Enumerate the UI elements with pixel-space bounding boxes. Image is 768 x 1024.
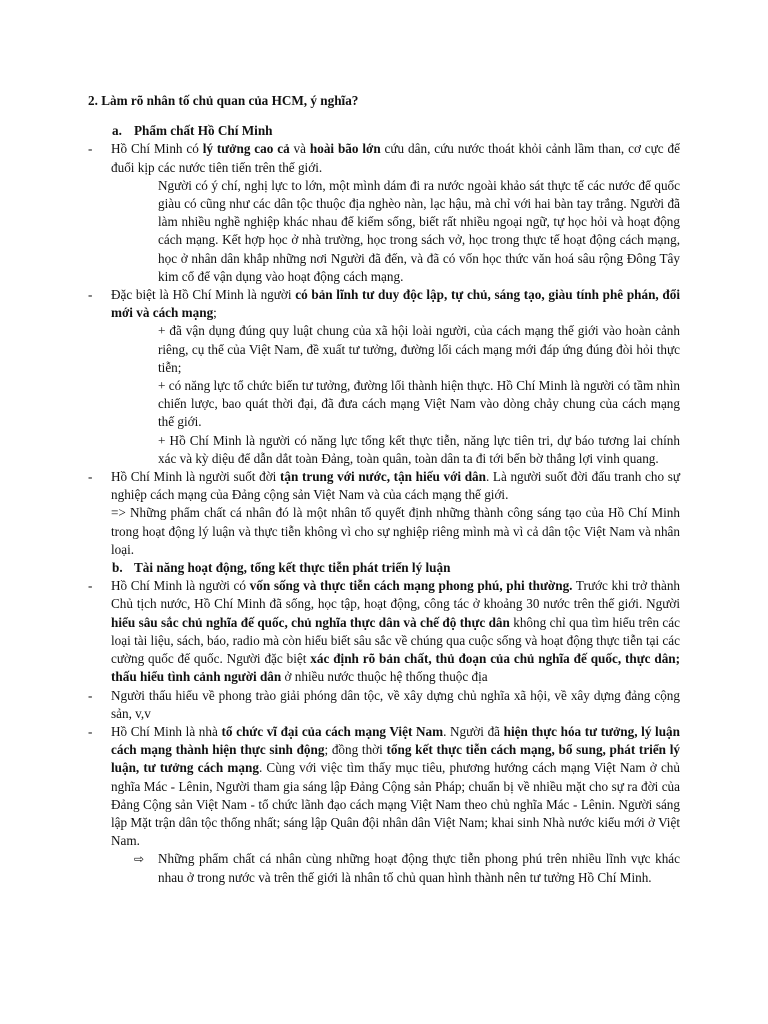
text: Hồ Chí Minh là nhà	[111, 723, 222, 739]
text: Hồ Chí Minh có	[111, 141, 203, 157]
paragraph-final-conclusion	[88, 850, 680, 886]
bold-text: lý tưởng cao cả	[202, 141, 290, 157]
text: Hồ Chí Minh là người suốt đời	[111, 469, 280, 485]
section-b-title	[88, 559, 680, 577]
paragraph-independent-thinking	[88, 286, 680, 322]
question-heading: 2. Làm rõ nhân tố chủ quan của HCM, ý nghĩa?	[88, 93, 359, 108]
text: Trước khi trở thành Chủ tịch nước, Hồ Chí Minh đã sống, học tập, hoạt động, công tác ở khoảng 30 nước trên thế giới. Người	[111, 578, 681, 612]
text: Đặc biệt là Hồ Chí Minh là người	[111, 287, 296, 303]
bold-text: hiểu sâu sắc chủ nghĩa đế quốc, chủ nghĩa thực dân và chế độ thực dân	[111, 614, 510, 630]
text: không chỉ qua tìm hiểu trên các loại tài liệu, sách, báo, radio mà còn hiểu biết sâu sắc về chúng qua cuộc sống và hoạt động thực tiễn tại các cường quốc đế quốc. Người đặc biệt	[111, 614, 680, 667]
document-page	[88, 92, 680, 887]
paragraph-will-detail: Người có ý chí, nghị lực to lớn, một mình dám đi ra nước ngoài khảo sát thực tế các nước để quốc giàu có cũng như các dân tộc thuộc địa nghèo nàn, lạc hậu, mà chỉ với hai bàn tay trắng. Người đã làm nhiều nghề nghiệp khác nhau để kiếm sống, biết rất nhiều ngoại ngữ, tự học hỏi và hoạt động cách mạng. Kết hợp học ở nhà trường, học trong sách vở, học trong thực tế hoạt động cách mạng, học ở nhân dân khắp những nơi Người đã đến, và đã có vốn học thức văn hoá sâu rộng Đông Tây kim cổ để vận dụng vào hoạt động cách mạng.	[158, 177, 680, 284]
bold-text: hiện thực hóa tư tưởng, lý luận cách mạng thành hiện thực sinh động	[111, 723, 680, 758]
text: ở nhiều nước thuộc hệ thống thuộc địa	[281, 669, 488, 685]
paragraph-experience	[88, 577, 680, 686]
text: ; đồng thời	[324, 742, 387, 758]
text: Hồ Chí Minh là người có	[111, 578, 250, 594]
bold-text: tổ chức vĩ đại của cách mạng Việt Nam	[221, 723, 444, 739]
bold-text: tận trung với nước, tận hiếu với dân	[280, 469, 486, 485]
text: Những phẩm chất cá nhân cùng những hoạt động thực tiễn phong phú trên nhiều lĩnh vực khác nhau ở trong nước và trên thế giới là nhân tố chủ quan hình thành nên tư tưởng Hồ Chí Minh.	[158, 851, 680, 885]
list-item: + có năng lực tổ chức biến tư tưởng, đường lối thành hiện thực. Hồ Chí Minh là người có tầm nhìn chiến lược, bao quát thời đại, đã đưa cách mạng Việt Nam vào dòng chảy chung của cách mạng thế giới.	[158, 378, 680, 430]
section-a-title	[88, 122, 680, 140]
list-item: + đã vận dụng đúng quy luật chung của xã hội loài người, của cách mạng thế giới vào hoàn cảnh riêng, cụ thể của Việt Nam, đề xuất tư tưởng, đường lối cách mạng mới đáp ứng đúng đòi hỏi thực tiễn;	[158, 323, 680, 375]
section-b-text: Tài năng hoạt động, tổng kết thực tiễn phát triển lý luận	[134, 560, 451, 576]
bold-text: tổng kết thực tiễn cách mạng, bổ sung, phát triển lý luận, tư tưởng cách mạng	[111, 742, 680, 776]
section-b-letter: b.	[112, 560, 123, 576]
paragraph-loyalty	[88, 468, 680, 504]
section-a-text: Phẩm chất Hồ Chí Minh	[134, 123, 273, 139]
text: . Là người suốt đời đấu tranh cho sự nghiệp cách mạng của Đảng cộng sản Việt Nam và của cách mạng thế giới.	[111, 469, 680, 503]
section-a-letter: a.	[112, 123, 122, 139]
bold-text: có bản lĩnh tư duy độc lập, tự chủ, sáng tạo, giàu tính phê phán, đổi mới và cách mạng	[111, 287, 680, 321]
paragraph-conclusion: => Những phẩm chất cá nhân đó là một nhân tố quyết định những thành công sáng tạo của Hồ Chí Minh trong hoạt động lý luận và thực tiễn không vì cho sự nghiệp riêng mình mà vì cả dân tộc Việt Nam và nhân loại.	[111, 505, 680, 557]
text: ;	[213, 305, 217, 321]
text: cứu dân, cứu nước thoát khỏi cảnh lầm than, cơ cực để đuổi kịp các nước tiên tiến trên thế giới.	[111, 141, 680, 175]
list-item: + Hồ Chí Minh là người có năng lực tổng kết thực tiễn, năng lực tiên tri, dự báo tương lai chính xác và kỳ diệu để dẫn dắt toàn Đảng, toàn quân, toàn dân ta đi tới bến bờ thắng lợi vinh quang.	[158, 432, 680, 466]
text: . Cùng với việc tìm thấy mục tiêu, phương hướng cách mạng Việt Nam ở chủ nghĩa Mác - Lênin, Người tham gia sáng lập Đảng Cộng sản Pháp; chuẩn bị về nhiều mặt cho sự ra đời của Đảng Cộng sản Việt Nam - tổ chức lãnh đạo cách mạng Việt Nam theo chủ nghĩa Mác - Lênin. Người sáng lập Mặt trận dân tộc thống nhất; sáng lập Quân đội nhân dân Việt Nam; khai sinh Nhà nước kiểu mới ở Việt Nam.	[111, 760, 680, 849]
paragraph-understanding: - Người thấu hiểu về phong trào giải phóng dân tộc, về xây dựng chủ nghĩa xã hội, về xây dựng đảng cộng sản, v,v	[88, 687, 680, 723]
bold-text: hoài bão lớn	[309, 141, 381, 157]
paragraph-organizer	[88, 723, 680, 850]
arrow-right-icon: ⇨	[134, 852, 145, 867]
text: và	[289, 141, 310, 157]
paragraph-ideal	[88, 140, 680, 176]
text: . Người đã	[443, 723, 504, 739]
bold-text: xác định rõ bản chất, thủ đoạn của chủ nghĩa đế quốc, thực dân; thấu hiểu tình cảnh người dân	[111, 651, 681, 685]
bold-text: vốn sống và thực tiễn cách mạng phong phú, phi thường.	[249, 578, 573, 594]
